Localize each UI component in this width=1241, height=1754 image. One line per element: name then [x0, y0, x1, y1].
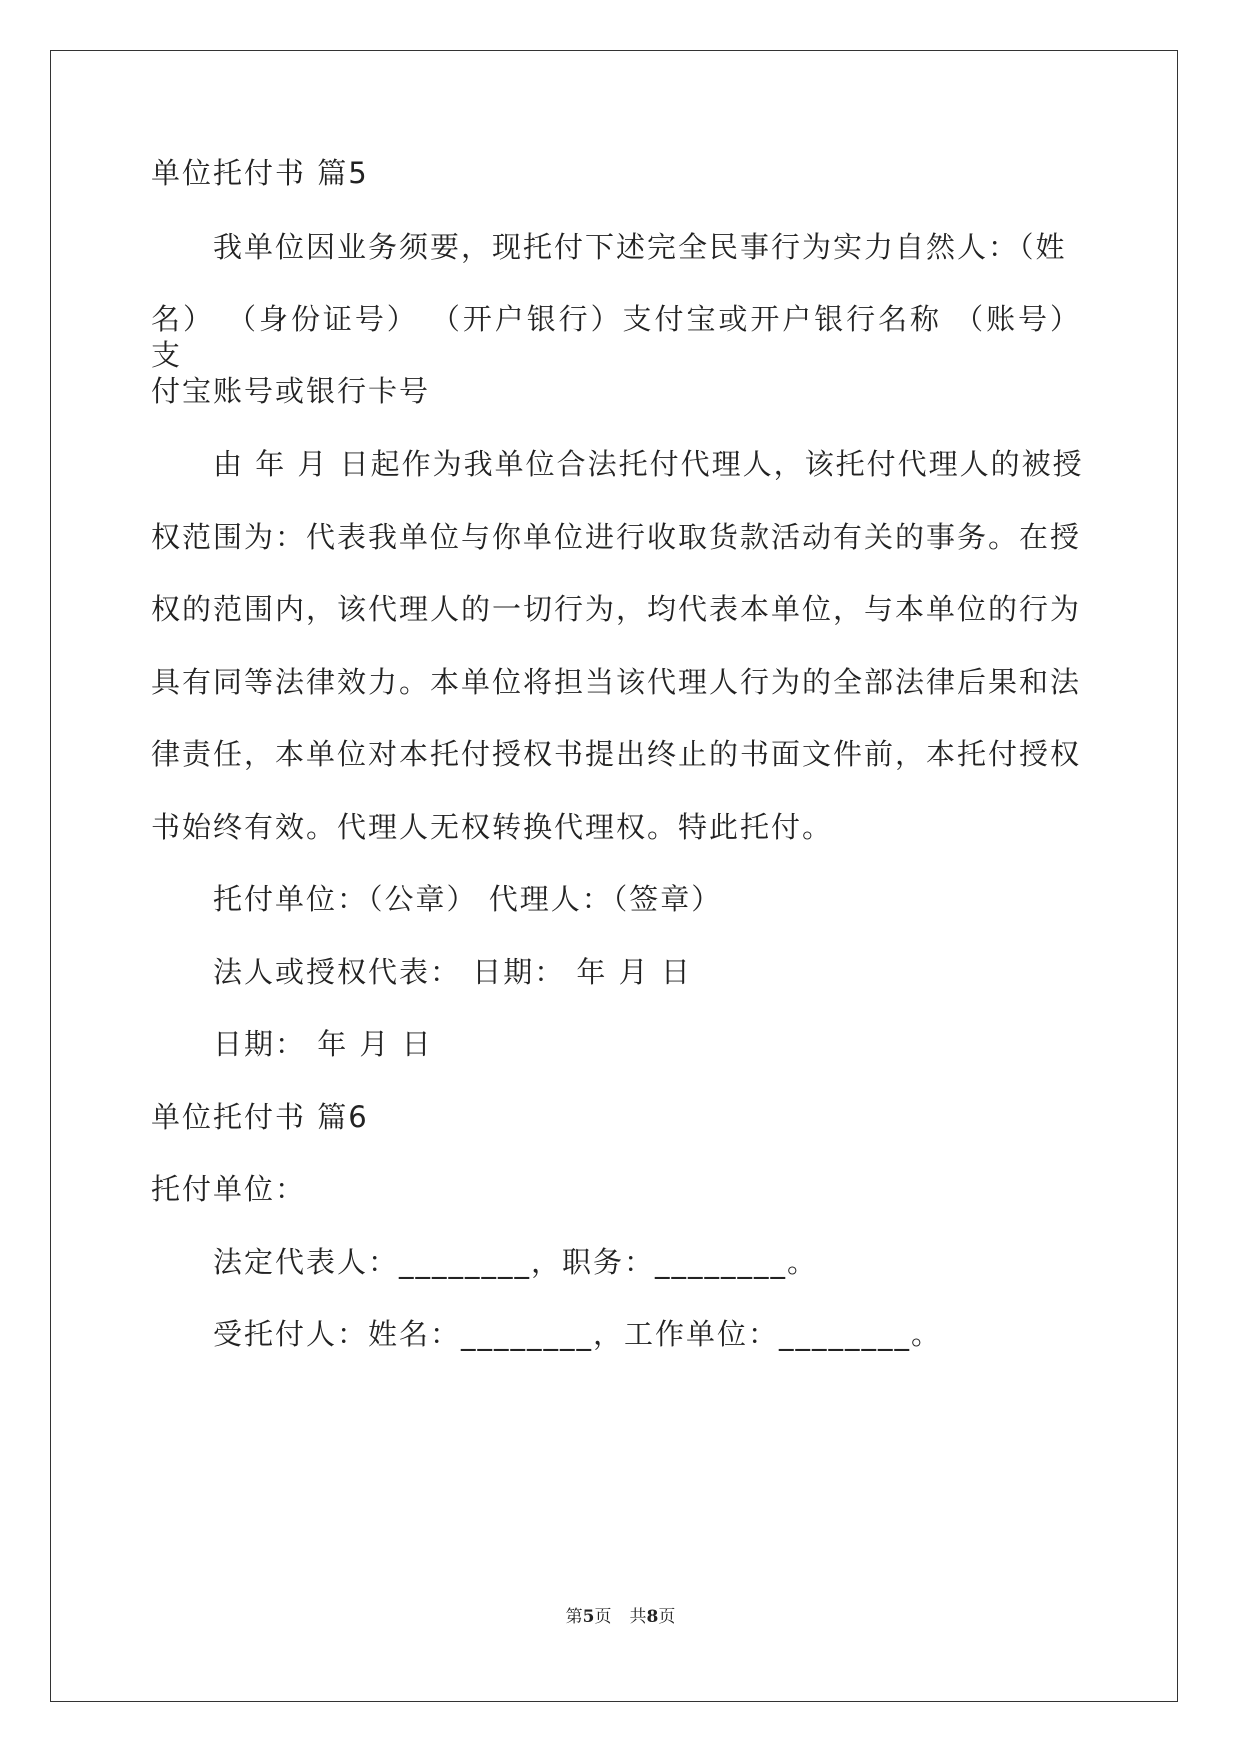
section5-sign-line2: 法人或授权代表： 日期： 年 月 日	[213, 955, 692, 989]
footer-page-prefix: 第	[565, 1607, 583, 1627]
section5-para2-line5: 律责任，本单位对本托付授权书提出终止的书面文件前，本托付授权	[151, 737, 1082, 771]
footer-total-suffix: 页	[658, 1607, 676, 1627]
footer-page-suffix: 页	[594, 1607, 612, 1627]
section5-para2-line4: 具有同等法律效力。本单位将担当该代理人行为的全部法律后果和法	[151, 665, 1082, 699]
section5-para1-line2: 名） （身份证号） （开户银行）支付宝或开户银行名称 （账号）支	[151, 302, 1081, 372]
section6-heading: 单位托付书 篇6	[151, 1100, 369, 1134]
section5-heading: 单位托付书 篇5	[151, 156, 369, 190]
section6-line1: 托付单位：	[151, 1172, 307, 1206]
page-footer	[0, 1606, 1241, 1628]
section6-line2: 法定代表人：________，职务：________。	[213, 1245, 819, 1279]
footer-total-prefix: 共	[629, 1607, 647, 1627]
section5-sign-line3: 日期： 年 月 日	[213, 1027, 433, 1061]
section5-para2-line6: 书始终有效。代理人无权转换代理权。特此托付。	[151, 810, 834, 844]
footer-total-number: 8	[646, 1607, 659, 1627]
section5-para2-line2: 权范围为：代表我单位与你单位进行收取货款活动有关的事务。在授	[151, 520, 1082, 554]
section5-sign-line1: 托付单位：（公章） 代理人：（签章）	[213, 882, 723, 916]
section6-line3: 受托付人：姓名：________，工作单位：________。	[213, 1317, 943, 1351]
section5-para2-line1: 由 年 月 日起作为我单位合法托付代理人，该托付代理人的被授	[213, 447, 1084, 481]
section5-para1-line3: 付宝账号或银行卡号	[151, 374, 431, 408]
page-border	[50, 50, 1178, 1702]
footer-page-number: 5	[582, 1607, 595, 1627]
section5-para1-line1: 我单位因业务须要，现托付下述完全民事行为实力自然人：（姓	[213, 230, 1067, 264]
section5-para2-line3: 权的范围内，该代理人的一切行为，均代表本单位，与本单位的行为	[151, 592, 1082, 626]
